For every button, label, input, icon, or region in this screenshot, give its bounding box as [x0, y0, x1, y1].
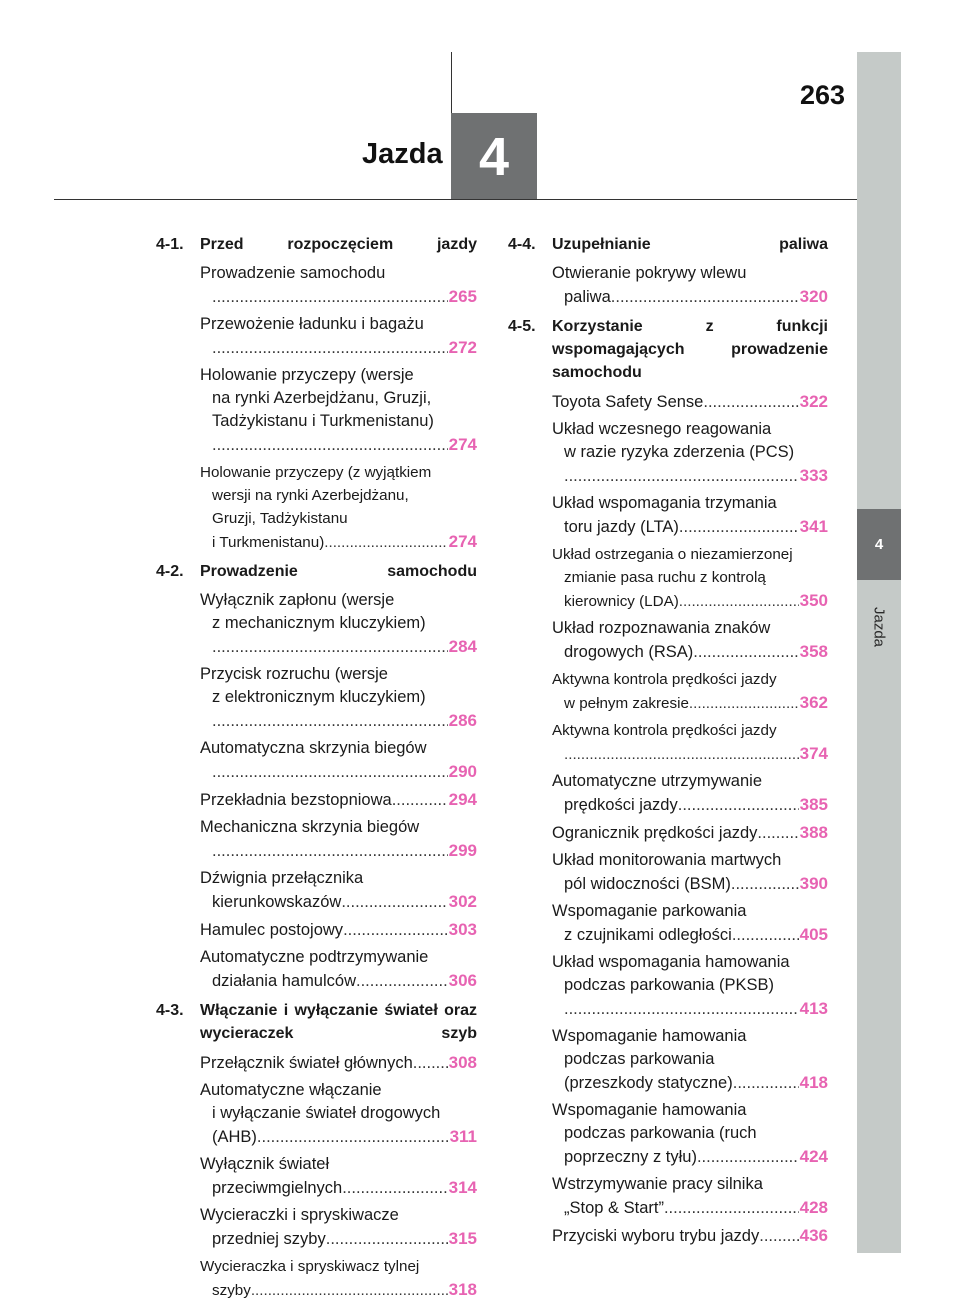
entry-last-line	[552, 1145, 828, 1169]
toc-entry[interactable]	[200, 589, 477, 659]
entry-last-line	[552, 515, 828, 539]
toc-entry[interactable]	[552, 821, 828, 845]
entry-text-line: Aktywna kontrola prędkości jazdy	[552, 671, 777, 688]
entry-text-line: prędkości jazdy	[564, 796, 678, 814]
page-link[interactable]: 405	[799, 925, 828, 944]
page-link[interactable]: 294	[448, 790, 477, 809]
side-tab-label-text: Jazda	[870, 606, 888, 648]
dot-leader	[356, 970, 448, 993]
toc-entry[interactable]	[200, 1204, 477, 1251]
entry-text-line: Wycieraczka i spryskiwacz tylnej	[200, 1258, 420, 1275]
toc-section	[156, 233, 477, 554]
dot-leader	[212, 636, 448, 659]
toc-section	[508, 233, 828, 309]
toc-entry[interactable]	[552, 617, 828, 664]
entry-last-line	[200, 1051, 477, 1075]
entry-text-line: Układ wczesnego reagowania	[552, 420, 772, 438]
toc-entry[interactable]	[552, 668, 828, 715]
toc-entry[interactable]	[200, 663, 477, 733]
entry-last-line	[552, 640, 828, 664]
page-link[interactable]: 362	[799, 693, 828, 712]
entry-text-line: Automatyczne włączanie	[200, 1081, 382, 1099]
entry-text-line: i wyłączanie świateł drogowych	[212, 1104, 441, 1122]
section-title: Przed rozpoczęciem jazdy	[200, 236, 477, 253]
entry-text-line: zmianie pasa ruchu z kontrolą	[564, 569, 766, 586]
page-link[interactable]: 350	[799, 591, 828, 610]
entry-text-line: Automatyczne podtrzymywanie	[200, 948, 429, 966]
toc-entry[interactable]	[552, 719, 828, 766]
header-divider-horizontal	[54, 199, 857, 200]
toc-entry[interactable]	[552, 1025, 828, 1095]
entry-last-line	[552, 390, 828, 414]
entry-last-line	[552, 464, 828, 488]
page-link[interactable]: 388	[799, 823, 828, 842]
entry-last-line	[200, 635, 477, 659]
section-number: 4-3.	[156, 1002, 184, 1019]
toc-section	[156, 560, 477, 993]
entry-last-line	[200, 760, 477, 784]
toc-entry[interactable]	[200, 1051, 477, 1075]
section-number: 4-5.	[508, 318, 536, 335]
toc-entry[interactable]	[200, 364, 477, 457]
dot-leader	[257, 1126, 449, 1149]
page-link[interactable]: 318	[448, 1280, 477, 1299]
entry-text-line: Aktywna kontrola prędkości jazdy	[552, 722, 777, 739]
page-link[interactable]: 413	[799, 999, 828, 1018]
entry-text-line: podczas parkowania (PKSB)	[564, 976, 775, 994]
dot-leader	[733, 1072, 799, 1095]
entry-last-line	[200, 285, 477, 309]
entry-text-line: Ogranicznik prędkości jazdy	[552, 824, 758, 842]
entry-text-line: Automatyczne utrzymywanie	[552, 772, 762, 790]
entry-last-line	[552, 691, 828, 715]
entry-text-line: (AHB)	[212, 1128, 257, 1146]
toc-entry[interactable]	[552, 262, 828, 309]
page-link[interactable]: 424	[799, 1147, 828, 1166]
page-link[interactable]: 286	[448, 711, 477, 730]
dot-leader	[564, 743, 799, 766]
entry-text-line: Mechaniczna skrzynia biegów	[200, 818, 420, 836]
toc-entry[interactable]	[552, 900, 828, 947]
entry-text-line: z czujnikami odległości	[564, 926, 732, 944]
section-number: 4-1.	[156, 236, 184, 253]
entry-text-line: Układ rozpoznawania znaków	[552, 619, 771, 637]
entry-text-line: Gruzji, Tadżykistanu	[212, 510, 348, 527]
page-link[interactable]: 341	[799, 517, 828, 536]
entry-text-line: Wyłącznik zapłonu (wersje	[200, 591, 395, 609]
toc-entry[interactable]	[200, 867, 477, 914]
entry-last-line	[200, 530, 477, 554]
toc-entry[interactable]	[200, 1255, 477, 1302]
toc-entry[interactable]	[552, 492, 828, 539]
page-link[interactable]: 374	[799, 744, 828, 763]
entry-text-line: szyby	[212, 1282, 251, 1299]
dot-leader	[664, 1197, 799, 1220]
toc-entry[interactable]	[200, 1153, 477, 1200]
entry-text-line: Wspomaganie hamowania	[552, 1101, 747, 1119]
entry-text-line: podczas parkowania (ruch	[564, 1124, 757, 1142]
entry-last-line	[200, 1278, 477, 1302]
page-link[interactable]: 265	[448, 287, 477, 306]
entry-text-line: wersji na rynki Azerbejdżanu,	[212, 487, 409, 504]
section-heading	[508, 315, 828, 384]
dot-leader	[759, 1225, 798, 1248]
dot-leader	[697, 1146, 799, 1169]
page-link[interactable]: 315	[448, 1229, 477, 1248]
entry-last-line	[552, 923, 828, 947]
page-link[interactable]: 290	[448, 762, 477, 781]
entry-text-line: Przełącznik świateł głównych	[200, 1054, 413, 1072]
dot-leader	[703, 391, 798, 414]
toc-entry[interactable]	[200, 737, 477, 784]
entry-text-line: Przyciski wyboru trybu jazdy	[552, 1227, 760, 1245]
entry-text-line: podczas parkowania	[564, 1050, 715, 1068]
entry-last-line	[552, 285, 828, 309]
entry-text-line: Tadżykistanu i Turkmenistanu)	[212, 412, 434, 430]
toc-entry[interactable]	[552, 418, 828, 488]
section-title: Uzupełnianie paliwa	[552, 236, 828, 253]
entry-text-line: Dźwignia przełącznika	[200, 869, 364, 887]
entry-last-line	[552, 742, 828, 766]
page-link[interactable]: 436	[799, 1226, 828, 1245]
dot-leader	[324, 531, 447, 554]
page-link[interactable]: 308	[448, 1053, 477, 1072]
entry-text-line: Przewożenie ładunku i bagażu	[200, 315, 424, 333]
page-link[interactable]: 299	[448, 841, 477, 860]
entry-text-line: (przeszkody statyczne)	[564, 1074, 733, 1092]
entry-last-line	[552, 1071, 828, 1095]
section-number: 4-4.	[508, 236, 536, 253]
entry-last-line	[552, 997, 828, 1021]
toc-entry[interactable]	[200, 262, 477, 309]
entry-text-line: Układ monitorowania martwych	[552, 851, 782, 869]
dot-leader	[693, 641, 798, 664]
section-heading	[156, 233, 477, 256]
toc-entry[interactable]	[200, 313, 477, 360]
page-link[interactable]: 302	[448, 892, 477, 911]
entry-text-line: Wspomaganie parkowania	[552, 902, 747, 920]
page-link[interactable]: 390	[799, 874, 828, 893]
dot-leader	[731, 873, 799, 896]
dot-leader	[342, 1177, 447, 1200]
entry-text-line: Przycisk rozruchu (wersje	[200, 665, 388, 683]
toc-entry[interactable]	[552, 543, 828, 613]
page-link[interactable]: 428	[799, 1198, 828, 1217]
page-link[interactable]: 306	[448, 971, 477, 990]
entry-text-line: Prowadzenie samochodu	[200, 264, 386, 282]
page-link[interactable]: 311	[449, 1127, 477, 1146]
entry-text-line: Układ wspomagania hamowania	[552, 953, 790, 971]
page-link[interactable]: 320	[799, 287, 828, 306]
section-heading	[508, 233, 828, 256]
entry-text-line: i Turkmenistanu)	[212, 534, 325, 551]
dot-leader	[413, 1052, 448, 1075]
entry-text-line: z elektronicznym kluczykiem)	[212, 688, 426, 706]
entry-last-line	[200, 918, 477, 942]
entry-text-line: w pełnym zakresie	[564, 695, 689, 712]
entry-text-line: Otwieranie pokrywy wlewu	[552, 264, 747, 282]
entry-text-line: pól widoczności (BSM)	[564, 875, 731, 893]
entry-text-line: Wyłącznik świateł	[200, 1155, 330, 1173]
toc-entry[interactable]	[200, 1079, 477, 1149]
toc-entry[interactable]	[552, 849, 828, 896]
dot-leader	[611, 286, 799, 309]
dot-leader	[251, 1279, 448, 1302]
entry-text-line: kierunkowskazów	[212, 893, 342, 911]
dot-leader	[212, 337, 448, 360]
entry-last-line	[552, 1224, 828, 1248]
entry-last-line	[552, 821, 828, 845]
entry-text-line: przedniej szyby	[212, 1230, 326, 1248]
entry-last-line	[200, 433, 477, 457]
toc-entry[interactable]	[200, 788, 477, 812]
page-link[interactable]: 358	[799, 642, 828, 661]
side-tab-chapter-4[interactable]: 4	[857, 509, 901, 580]
page-link[interactable]: 272	[448, 338, 477, 357]
dot-leader	[341, 891, 447, 914]
section-title: Prowadzenie samochodu	[200, 563, 477, 580]
toc-entry[interactable]	[552, 1224, 828, 1248]
chapter-title: Jazda	[362, 138, 443, 170]
toc-section	[156, 999, 477, 1302]
page-link[interactable]: 284	[448, 637, 477, 656]
page-link[interactable]: 418	[799, 1073, 828, 1092]
dot-leader	[757, 822, 798, 845]
dot-leader	[212, 710, 448, 733]
entry-last-line	[200, 839, 477, 863]
entry-text-line: poprzeczny z tyłu)	[564, 1148, 697, 1166]
entry-text-line: działania hamulców	[212, 972, 356, 990]
section-heading	[156, 999, 477, 1045]
entry-last-line	[200, 1227, 477, 1251]
entry-text-line: Układ wspomagania trzymania	[552, 494, 777, 512]
entry-last-line	[200, 1176, 477, 1200]
entry-last-line	[200, 709, 477, 733]
entry-text-line: Hamulec postojowy	[200, 921, 344, 939]
entry-text-line: Wycieraczki i spryskiwacze	[200, 1206, 399, 1224]
entry-text-line: toru jazdy (LTA)	[564, 518, 679, 536]
dot-leader	[392, 789, 448, 812]
toc-entry[interactable]	[200, 918, 477, 942]
toc-entry[interactable]	[552, 390, 828, 414]
toc-entry[interactable]	[200, 816, 477, 863]
entry-last-line	[552, 1196, 828, 1220]
dot-leader	[343, 919, 448, 942]
page-link[interactable]: 303	[448, 920, 477, 939]
entry-text-line: „Stop & Start”	[564, 1199, 664, 1217]
dot-leader	[212, 434, 448, 457]
page-number: 263	[800, 80, 846, 110]
entry-text-line: z mechanicznym kluczykiem)	[212, 614, 426, 632]
dot-leader	[326, 1228, 448, 1251]
dot-leader	[679, 590, 799, 613]
dot-leader	[564, 998, 799, 1021]
dot-leader	[564, 465, 799, 488]
entry-text-line: Automatyczna skrzynia biegów	[200, 739, 427, 757]
page-link[interactable]: 333	[799, 466, 828, 485]
toc-entry[interactable]	[552, 951, 828, 1021]
entry-last-line	[200, 969, 477, 993]
entry-text-line: Układ ostrzegania o niezamierzonej	[552, 546, 793, 563]
entry-text-line: w razie ryzyka zderzenia (PCS)	[564, 443, 795, 461]
entry-last-line	[552, 793, 828, 817]
entry-text-line: Przekładnia bezstopniowa	[200, 791, 392, 809]
section-title: Korzystanie z funkcji wspomagających prowadzenie samochodu	[552, 318, 828, 381]
page-link[interactable]: 314	[448, 1178, 477, 1197]
entry-last-line	[200, 1125, 477, 1149]
entry-last-line	[552, 589, 828, 613]
dot-leader	[679, 516, 799, 539]
page-link[interactable]: 385	[799, 795, 828, 814]
section-title: Włączanie i wyłączanie świateł oraz wycieraczek szyb	[200, 1002, 477, 1042]
section-heading	[156, 560, 477, 583]
entry-text-line: Holowanie przyczepy (z wyjątkiem	[200, 464, 432, 481]
toc-entry[interactable]	[552, 1099, 828, 1169]
entry-text-line: Holowanie przyczepy (wersje	[200, 366, 414, 384]
entry-text-line: paliwa	[564, 288, 611, 306]
entry-last-line	[552, 872, 828, 896]
entry-text-line: Wspomaganie hamowania	[552, 1027, 747, 1045]
entry-last-line	[200, 788, 477, 812]
page-link[interactable]: 274	[448, 532, 477, 551]
toc-section	[508, 315, 828, 1248]
page-link[interactable]: 274	[448, 435, 477, 454]
toc-right-column	[508, 233, 828, 1254]
entry-text-line: drogowych (RSA)	[564, 643, 694, 661]
dot-leader	[212, 840, 448, 863]
entry-text-line: kierownicy (LDA)	[564, 593, 679, 610]
toc-entry[interactable]	[200, 461, 477, 554]
toc-entry[interactable]	[552, 770, 828, 817]
section-number: 4-2.	[156, 563, 184, 580]
side-tab-label	[862, 592, 896, 662]
entry-last-line	[200, 336, 477, 360]
dot-leader	[732, 924, 799, 947]
entry-text-line: Wstrzymywanie pracy silnika	[552, 1175, 763, 1193]
entry-text-line: Toyota Safety Sense	[552, 393, 704, 411]
dot-leader	[678, 794, 799, 817]
chapter-number-box: 4	[451, 113, 537, 200]
entry-last-line	[200, 890, 477, 914]
entry-text-line: na rynki Azerbejdżanu, Gruzji,	[212, 389, 432, 407]
dot-leader	[212, 286, 448, 309]
toc-entry[interactable]	[552, 1173, 828, 1220]
dot-leader	[212, 761, 448, 784]
toc-entry[interactable]	[200, 946, 477, 993]
entry-text-line: przeciwmgielnych	[212, 1179, 343, 1197]
dot-leader	[689, 692, 799, 715]
toc-left-column	[156, 233, 477, 1308]
page-link[interactable]: 322	[799, 392, 828, 411]
